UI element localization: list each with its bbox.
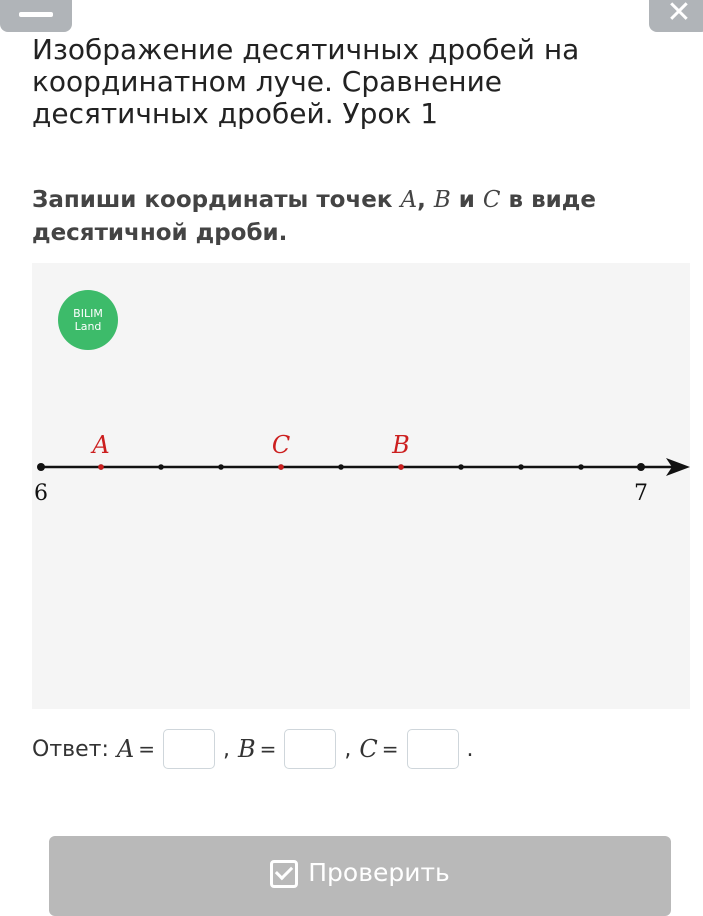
- point-b-label: B: [392, 431, 410, 459]
- number-line-tick: [637, 463, 645, 471]
- menu-button[interactable]: [0, 0, 72, 32]
- check-icon: [270, 860, 298, 888]
- answer-b-name: B: [237, 735, 256, 763]
- question-comma: ,: [417, 187, 434, 213]
- point-a-label: A: [92, 431, 110, 459]
- point-c-marker: [278, 464, 284, 470]
- answer-c-name: C: [359, 735, 378, 763]
- point-a-marker: [98, 464, 104, 470]
- number-line-tick: [158, 464, 164, 470]
- question-text: [32, 184, 672, 250]
- answer-a-eq: =: [138, 737, 155, 761]
- question-conj: и: [450, 187, 483, 213]
- tick-label: 6: [34, 481, 48, 506]
- check-button[interactable]: [49, 836, 671, 916]
- answer-b-eq: =: [259, 737, 277, 761]
- number-line-tick: [458, 464, 464, 470]
- point-c-label: C: [271, 431, 291, 459]
- answer-c-eq: =: [381, 737, 399, 761]
- answer-row: [32, 726, 692, 772]
- menu-icon: [19, 12, 53, 17]
- answer-sep-1: ,: [222, 736, 230, 762]
- answer-b-input[interactable]: [284, 729, 336, 769]
- point-c-name: C: [482, 187, 501, 213]
- answer-sep-2: ,: [344, 736, 352, 762]
- number-line-svg: [32, 263, 690, 709]
- number-line-tick: [37, 463, 45, 471]
- point-a-name: A: [400, 187, 418, 213]
- logo-line1: BILIM: [73, 307, 103, 320]
- check-button-label: Проверить: [308, 858, 450, 887]
- number-line-tick: [218, 464, 224, 470]
- number-line-figure: [32, 263, 690, 709]
- close-icon: ✕: [666, 0, 692, 30]
- point-b-marker: [398, 464, 404, 470]
- question-suffix: в виде десятичной дроби.: [32, 187, 596, 246]
- answer-end: .: [466, 736, 474, 762]
- close-button[interactable]: [649, 0, 703, 32]
- logo-line2: Land: [74, 320, 102, 333]
- answer-a-name: A: [116, 735, 135, 763]
- answer-a-input[interactable]: [163, 729, 215, 769]
- number-line-tick: [518, 464, 524, 470]
- answer-c-input[interactable]: [407, 729, 459, 769]
- number-line-tick: [578, 464, 584, 470]
- answer-label: Ответ:: [32, 736, 109, 762]
- page-title: Изображение десятичных дробей на координатном луче. Сравнение десятичных дробей. Урок 1: [32, 33, 580, 130]
- point-b-name: B: [433, 187, 451, 213]
- tick-label: 7: [634, 481, 648, 506]
- number-line-tick: [338, 464, 344, 470]
- question-prefix: Запиши координаты точек: [32, 187, 401, 213]
